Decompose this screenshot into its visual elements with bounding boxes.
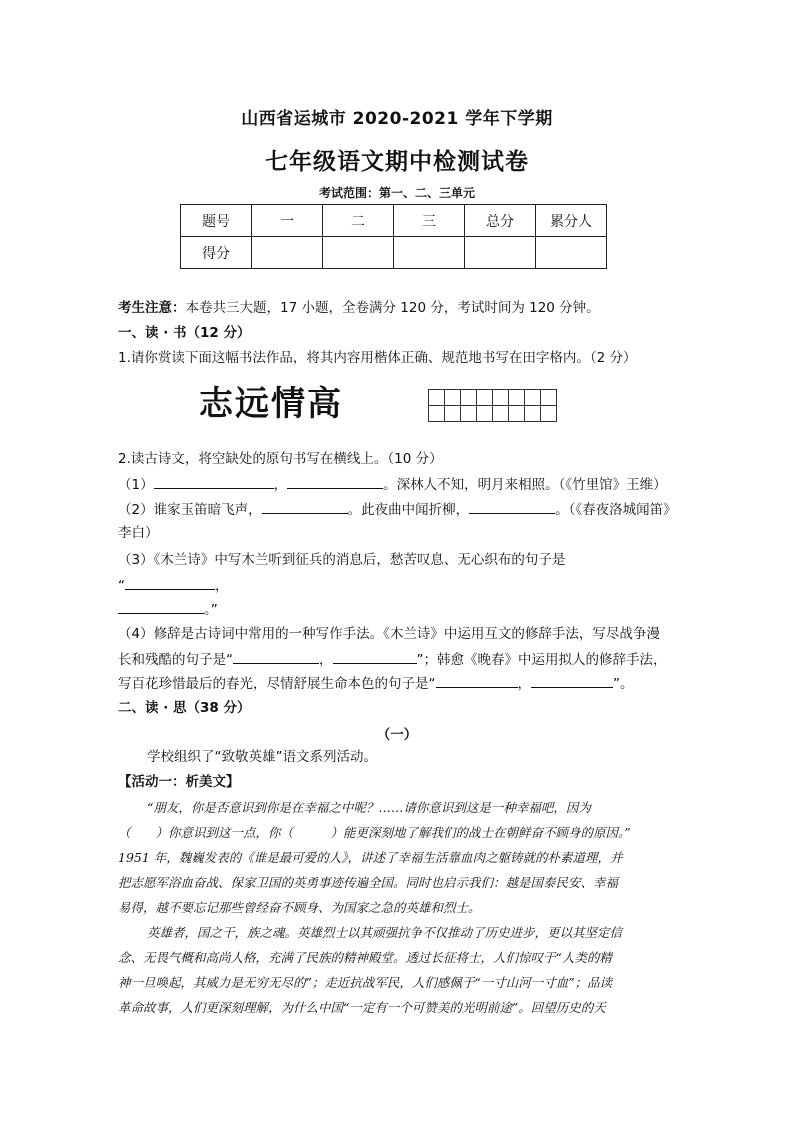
score-header-cell: 一 xyxy=(252,205,323,237)
answer-blank[interactable] xyxy=(118,599,204,614)
part-number: （一） xyxy=(376,727,418,743)
score-cell[interactable] xyxy=(536,237,607,269)
section2-heading: 二、读 · 思（38 分） xyxy=(118,700,251,716)
score-table-score-row xyxy=(181,237,607,269)
answer-blank[interactable] xyxy=(125,575,215,590)
activity-1-heading: 【活动一：析美文】 xyxy=(118,774,240,790)
exam-subtitle: 山西省运城市 2020-2021 学年下学期 xyxy=(241,109,553,129)
question-2-3: （3）《木兰诗》中写木兰听到征兵的消息后，愁苦叹息、无心织布的句子是 xyxy=(118,552,566,568)
q2-4-sep: ， xyxy=(319,652,333,668)
exam-scope: 考试范围：第一、二、三单元 xyxy=(318,186,475,200)
activity-intro: 学校组织了“致敬英雄”语文系列活动。 xyxy=(147,749,377,765)
question-2-1 xyxy=(118,474,667,495)
q2-1-label: （1） xyxy=(118,477,154,493)
notice-label: 考生注意： xyxy=(118,300,186,316)
q2-4-tail: ”。 xyxy=(613,676,634,692)
score-header-cell: 二 xyxy=(323,205,394,237)
q2-4-text: ”；韩愈《晚春》中运用拟人的修辞手法， xyxy=(416,652,667,668)
question-2-3-line2 xyxy=(118,575,229,596)
passage-line: 英雄者，国之干，族之魂。英雄烈士以其顽强抗争不仅推动了历史进步，更以其坚定信 xyxy=(147,925,623,940)
question-2-2 xyxy=(118,499,677,520)
q2-2-mid: 。此夜曲中闻折柳， xyxy=(347,502,470,518)
answer-blank[interactable] xyxy=(233,649,319,664)
q2-4-sep: ， xyxy=(517,676,531,692)
q2-1-tail: 。深林人不知，明月来相照。（《竹里馆》王维） xyxy=(383,477,667,493)
score-header-cell: 三 xyxy=(394,205,465,237)
score-cell[interactable] xyxy=(252,237,323,269)
q2-3-close: 。” xyxy=(204,602,218,618)
passage-line: 革命故事，人们更深刻理解，为什么中国“一定有一个可赞美的光明前途”。回望历史的天 xyxy=(118,1000,606,1015)
question-2-2-author: 李白） xyxy=(118,525,159,541)
answer-blank[interactable] xyxy=(333,649,417,664)
q2-2-tail: 。（《春夜洛城闻笛》 xyxy=(555,502,677,518)
question-1: 1.请你赏读下面这幅书法作品，将其内容用楷体正确、规范地书写在田字格内。（2 分） xyxy=(118,350,637,366)
score-table-header-row xyxy=(181,205,607,237)
answer-blank[interactable] xyxy=(154,474,274,489)
score-header-cell: 题号 xyxy=(181,205,252,237)
score-cell[interactable] xyxy=(465,237,536,269)
q2-4-text: 写百花珍惜最后的春光，尽情舒展生命本色的句子是“ xyxy=(118,676,436,692)
answer-blank[interactable] xyxy=(287,474,383,489)
notice-text: 本卷共三大题，17 小题，全卷满分 120 分，考试时间为 120 分钟。 xyxy=(185,300,600,316)
question-2-3-line3 xyxy=(118,599,218,620)
passage-line: “朋友，你是否意识到你是在幸福之中呢？……请你意识到这是一种幸福吧，因为 xyxy=(147,800,591,815)
question-2: 2.读古诗文，将空缺处的原句书写在横线上。（10 分） xyxy=(118,451,443,467)
q2-2-label: （2）谁家玉笛暗飞声， xyxy=(118,502,262,518)
q2-3-sep: ， xyxy=(215,578,229,594)
passage-line: 1951 年，魏巍发表的《谁是最可爱的人》，讲述了幸福生活靠血肉之躯铸就的朴素道理，并 xyxy=(118,850,623,865)
answer-blank[interactable] xyxy=(531,673,613,688)
score-table xyxy=(180,204,607,269)
q2-4-text: 长和残酷的句子是“ xyxy=(118,652,233,668)
q2-1-sep: ， xyxy=(273,477,288,493)
exam-notice xyxy=(118,298,600,318)
score-row-label: 得分 xyxy=(181,237,252,269)
section1-heading: 一、读 · 书（12 分） xyxy=(118,325,251,341)
exam-title: 七年级语文期中检测试卷 xyxy=(265,149,529,175)
question-2-4-line2 xyxy=(118,649,667,670)
calligraphy-artwork xyxy=(186,380,356,426)
answer-blank[interactable] xyxy=(436,673,518,688)
question-2-4-line3 xyxy=(118,673,634,694)
calligraphy-text: 志远情高 xyxy=(199,384,343,424)
tian-grid-boxes[interactable] xyxy=(428,389,557,422)
score-cell[interactable] xyxy=(394,237,465,269)
passage-line: 念、无畏气概和高尚人格，充满了民族的精神殿堂。透过长征将士，人们惊叹于“人类的精 xyxy=(118,950,612,965)
passage-line: 神一旦唤起，其威力是无穷无尽的”；走近抗战军民，人们感佩于“一寸山河一寸血”；品读 xyxy=(118,975,613,990)
score-header-cell: 总分 xyxy=(465,205,536,237)
passage-line: 把志愿军浴血奋战、保家卫国的英勇事迹传遍全国。同时也启示我们：越是国泰民安、幸福 xyxy=(118,875,619,890)
score-header-cell: 累分人 xyxy=(536,205,607,237)
q2-3-open-quote: “ xyxy=(118,578,125,594)
score-cell[interactable] xyxy=(323,237,394,269)
answer-blank[interactable] xyxy=(469,499,555,514)
passage-line: 易得，越不要忘记那些曾经奋不顾身、为国家之急的英雄和烈士。 xyxy=(118,900,481,915)
question-2-4: （4）修辞是古诗词中常用的一种写作手法。《木兰诗》中运用互文的修辞手法，写尽战争漫 xyxy=(118,626,660,642)
answer-blank[interactable] xyxy=(262,499,348,514)
passage-line: （ ）你意识到这一点，你（ ）能更深刻地了解我们的战士在朝鲜奋不顾身的原因。” xyxy=(118,825,631,840)
